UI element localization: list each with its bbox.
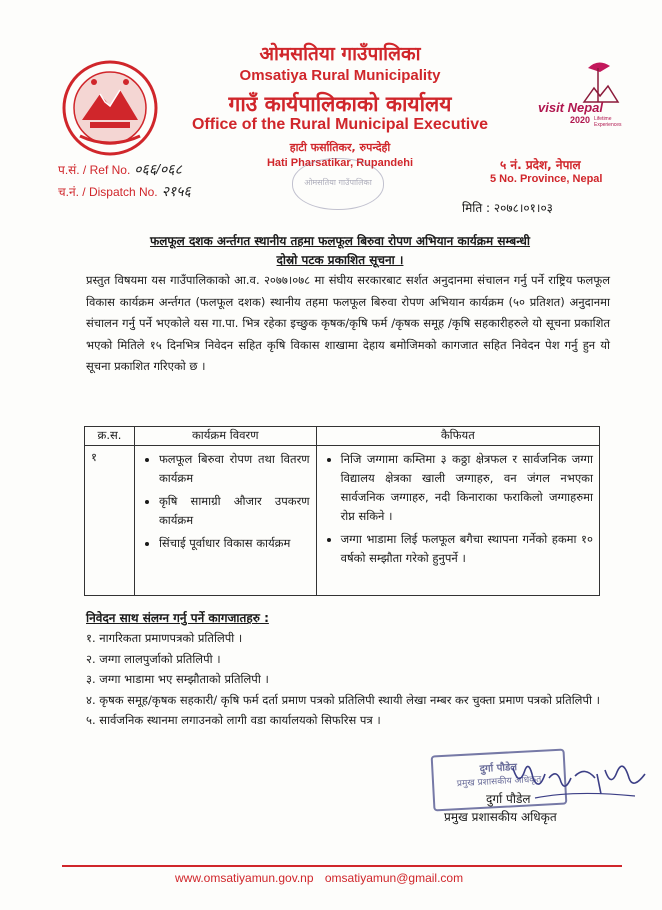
program-item: • कृषि सामाग्री औजार उपकरण कार्यक्रम bbox=[159, 492, 310, 530]
attachment-item: ३. जग्गा भाडामा भए सम्झौताको प्रतिलिपी । bbox=[86, 672, 269, 686]
ref-no bbox=[58, 160, 182, 179]
municipality-name-english: Omsatiya Rural Municipality bbox=[239, 67, 441, 84]
remark-item: • जग्गा भाडामा लिई फलफूल बगैचा स्थापना गर्नेको हकमा १० वर्षको सम्झौता गरेको हुनुपर्ने । bbox=[341, 530, 593, 568]
visit-nepal-text: visit Nepal bbox=[538, 100, 604, 115]
letter-date: मिति : २०७८।०१।०३ bbox=[462, 201, 553, 215]
signatory-name: दुर्गा पौडेल bbox=[486, 792, 531, 806]
footer-divider bbox=[62, 865, 622, 867]
municipality-name-nepali: ओमसतिया गाउँपालिका bbox=[259, 43, 421, 65]
visit-nepal-logo bbox=[538, 58, 628, 128]
office-name-nepali: गाउँ कार्यपालिकाको कार्यालय bbox=[228, 92, 452, 116]
nepal-emblem bbox=[60, 58, 160, 158]
stamp-name: दुर्गा पौडेल bbox=[479, 762, 518, 775]
row-sn: १ bbox=[85, 446, 135, 596]
location-nepali: हाटी फर्सातिकर, रुपन्देही bbox=[289, 141, 391, 154]
visit-nepal-tagline: Lifetime Experiences bbox=[594, 116, 622, 128]
subject-line-1: फलफूल दशक अर्न्तगत स्थानीय तहमा फलफूल बिरुवा रोपण अभियान कार्यक्रम सम्बन्धी bbox=[149, 234, 531, 248]
signatory-role: प्रमुख प्रशासकीय अधिकृत bbox=[444, 810, 557, 824]
attachment-item: १. नागरिकता प्रमाणपत्रको प्रतिलिपी । bbox=[86, 631, 243, 645]
office-seal: ओमसतिया गाउँपालिका bbox=[292, 158, 384, 210]
dispatch-no bbox=[58, 182, 191, 201]
table-row bbox=[85, 446, 600, 596]
office-name-english: Office of the Rural Municipal Executive bbox=[191, 116, 489, 133]
table-header-row bbox=[85, 427, 600, 446]
ref-no-value: ०६६/०६८ bbox=[134, 161, 182, 177]
footer-website[interactable]: www.omsatiyamun.gov.np bbox=[175, 871, 314, 885]
attachment-item: ५. सार्वजनिक स्थानमा लगाउनको लागी वडा कार्यालयको सिफरिस पत्र । bbox=[86, 713, 381, 727]
stamp-role: प्रमुख प्रशासकीय अधिकृत bbox=[456, 774, 542, 790]
footer-email[interactable]: omsatiyamun@gmail.com bbox=[324, 871, 464, 885]
program-item: • फलफूल बिरुवा रोपण तथा वितरण कार्यक्रम bbox=[159, 450, 310, 488]
dispatch-no-label: च.नं. / Dispatch No. bbox=[58, 185, 158, 199]
attachments-title: निवेदन साथ संलग्न गर्नु पर्ने कागजातहरु : bbox=[86, 611, 269, 625]
attachment-item: २. जग्गा लालपुर्जाको प्रतिलिपी । bbox=[86, 651, 221, 666]
col-header-remarks: कैफियत bbox=[316, 427, 599, 446]
remark-item: • निजि जग्गामा कम्तिमा ३ कठ्ठा क्षेत्रफल र सार्वजनिक जग्गा विद्यालय क्षेत्रका खाली जग्गाहरु, वन जंगल नभएका सार्वजनिक जग्गाहरु, नदी किनाराका फराकिलो जग्गाहरुमा रोप्न सकिने । bbox=[341, 450, 593, 526]
program-table bbox=[84, 426, 600, 596]
row-programs bbox=[134, 446, 316, 596]
col-header-sn: क्र.स. bbox=[85, 427, 135, 446]
row-remarks bbox=[316, 446, 599, 596]
notice-body: प्रस्तुत विषयमा यस गाउँपालिकाको आ.व. २०७७।०७८ मा संघीय सरकारबाट सर्शत अनुदानमा संचालन गर्नु पर्ने राष्ट्रिय फलफूल विकास कार्यक्रम अर्न्तगत (फलफूल दशक) स्थानीय तहमा फलफूल बिरुवा रोपण अभियान कार्यक्रम (५० प्रतिशत) अनुदानमा संचालन गर्नु पर्ने भएकोले यस गा.पा. भित्र रहेका इच्छुक कृषक/कृषि फर्म /कृषक समूह /कृषि सहकारीहरुले यो सूचना प्रकाशित भएको मितिले १५ दिनभित्र निवेदन सहित कृषि विकास शाखामा देहाय बमोजिमको कागजात सहित निवेदन पेश गर्नु हुन यो सूचना प्रकाशित गरिएको छ । bbox=[86, 273, 610, 374]
notice-subject bbox=[70, 232, 610, 270]
col-header-program: कार्यक्रम विवरण bbox=[134, 427, 316, 446]
province-english: 5 No. Province, Nepal bbox=[490, 173, 603, 185]
attachments-list bbox=[86, 628, 606, 731]
ref-no-label: प.सं. / Ref No. bbox=[58, 163, 131, 177]
subject-line-2: दोस्रो पटक प्रकाशित सूचना । bbox=[276, 253, 404, 267]
program-item: • सिंचाई पूर्वाधार विकास कार्यक्रम bbox=[159, 534, 310, 553]
footer-contact bbox=[175, 871, 471, 885]
province-nepali: ५ नं. प्रदेश, नेपाल bbox=[500, 158, 581, 172]
visit-nepal-year: 2020 bbox=[570, 115, 591, 125]
dispatch-no-value: २१५६ bbox=[161, 183, 191, 199]
location-english: Hati Pharsatikar, Rupandehi bbox=[266, 157, 414, 169]
attachment-item: ४. कृषक समूह/कृषक सहकारी/ कृषि फर्म दर्ता प्रमाण पत्रको प्रतिलिपी स्थायी लेखा नम्बर कर चुक्ता प्रमाण पत्रको प्रतिलिपी । bbox=[86, 692, 600, 707]
